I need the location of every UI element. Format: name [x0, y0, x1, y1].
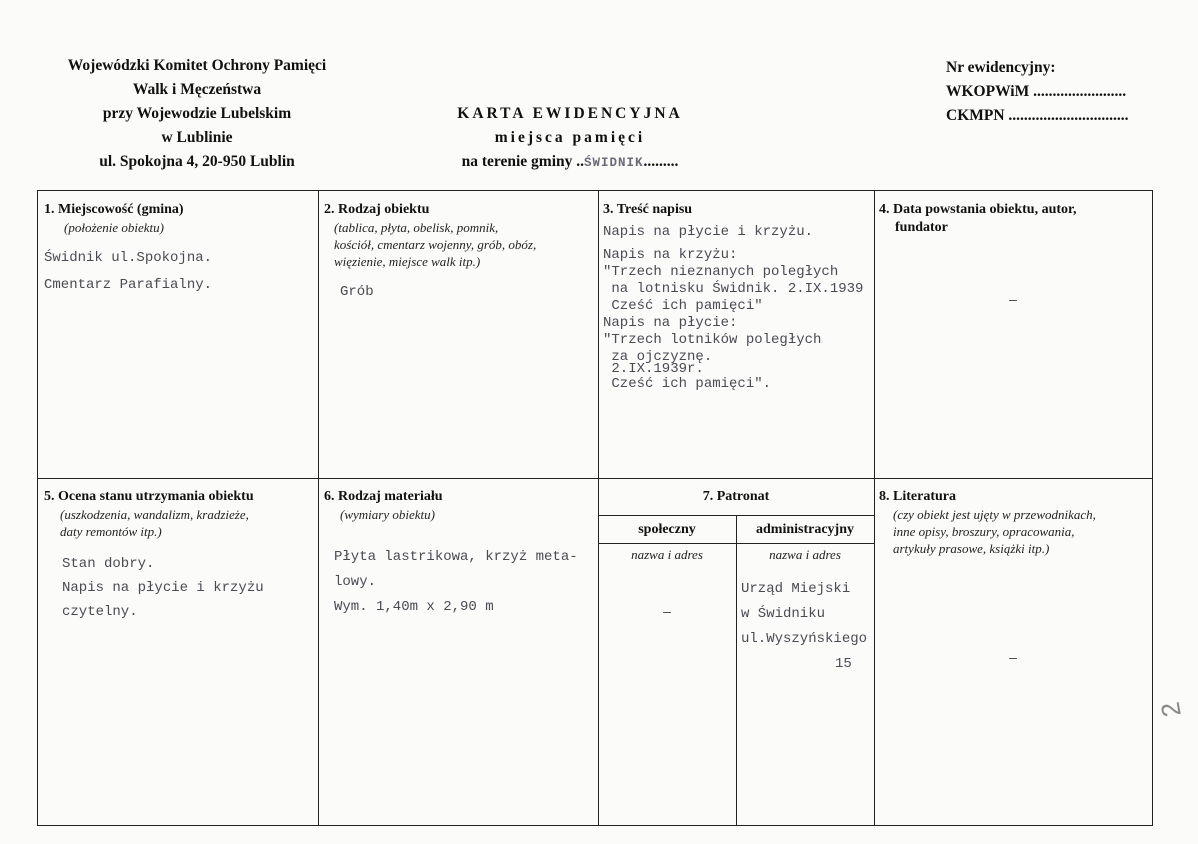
- cell-title: 4. Data powstania obiektu, autor,: [879, 202, 1077, 217]
- typed-line: na lotnisku Świdnik. 2.IX.1939: [603, 281, 864, 297]
- cell-hint: artykuły prasowe, książki itp.): [893, 541, 1050, 556]
- cell-title: 1. Miejscowość (gmina): [44, 202, 184, 217]
- typed-line: Napis na płycie i krzyżu: [62, 580, 264, 596]
- typed-line: Cześć ich pamięci": [603, 298, 763, 314]
- typed-line: lowy.: [334, 574, 377, 590]
- patronat-col-header: społeczny: [638, 522, 696, 537]
- typed-line: Napis na krzyżu:: [603, 247, 738, 263]
- cell-literature: [879, 488, 1147, 665]
- registry-wkopwim: WKOPWiM ........................: [946, 83, 1127, 100]
- registry-label: Nr ewidencyjny:: [946, 59, 1056, 76]
- form-subtitle: miejsca pamięci: [494, 129, 646, 146]
- cell-title: 5. Ocena stanu utrzymania obiektu: [44, 489, 254, 504]
- cell-condition: [44, 488, 312, 624]
- typed-line: "Trzech lotników poległych: [603, 332, 822, 348]
- cell-date-author: [879, 201, 1147, 307]
- typed-line: "Trzech nieznanych poległych: [603, 264, 839, 280]
- typed-line: za ojczyznę.: [603, 349, 713, 365]
- typed-line: ul.Wyszyńskiego: [741, 631, 868, 647]
- registry-ckmpn: CKMPN ...............................: [946, 107, 1129, 124]
- typed-line: Napis na płycie:: [603, 315, 738, 331]
- form-grid: [37, 190, 1153, 826]
- typed-line: Napis na płycie i krzyżu.: [603, 224, 814, 240]
- cell-title: 7. Patronat: [702, 489, 770, 504]
- typed-line: Cmentarz Parafialny.: [44, 277, 213, 293]
- issuer-line: w Lublinie: [161, 129, 233, 146]
- issuer-address: ul. Spokojna 4, 20-950 Lublin: [99, 153, 295, 170]
- typed-line: Wym. 1,40m x 2,90 m: [334, 599, 494, 615]
- typed-line: Cześć ich pamięci".: [603, 376, 772, 392]
- cell-title: 6. Rodzaj materiału: [324, 489, 443, 504]
- cell-object-type: [324, 201, 592, 301]
- cell-hint: kościół, cmentarz wojenny, grób, obóz,: [334, 237, 537, 252]
- form-title-block: [420, 102, 720, 175]
- cell-material: [324, 488, 592, 620]
- typed-line: Płyta lastrikowa, krzyż meta-: [334, 549, 578, 565]
- typed-line: czytelny.: [62, 604, 138, 620]
- patronat-admin-value: [741, 577, 873, 677]
- margin-page-mark: 2: [1154, 699, 1187, 720]
- grid-divider: [598, 191, 599, 825]
- typed-line: Grób: [340, 284, 374, 300]
- cell-title: fundator: [895, 220, 948, 235]
- cell-hint: (uszkodzenia, wandalizm, kradzieże,: [60, 507, 249, 522]
- cell-location: [44, 201, 312, 294]
- cell-hint: (wymiary obiektu): [340, 507, 435, 522]
- grid-divider: [38, 478, 1152, 479]
- typed-line: 2.IX.1939r.: [603, 361, 704, 377]
- patronat-col-hint: nazwa i adres: [631, 547, 703, 562]
- cell-hint: inne opisy, broszury, opracowania,: [893, 524, 1075, 539]
- grid-divider: [874, 191, 875, 825]
- cell-hint: więzienie, miejsce walk itp.): [334, 254, 481, 269]
- registry-block: [946, 56, 1176, 128]
- typed-line: w Świdniku: [741, 606, 826, 622]
- gmina-label: na terenie gminy ..: [461, 153, 585, 170]
- patronat-col-header: administracyjny: [756, 522, 854, 537]
- cell-title: 8. Literatura: [879, 489, 956, 504]
- typed-line: Stan dobry.: [62, 556, 155, 572]
- issuer-line: Wojewódzki Komitet Ochrony Pamięci: [67, 57, 327, 74]
- empty-value-dash: –: [663, 603, 671, 619]
- gmina-line: [420, 150, 720, 175]
- cell-hint: (czy obiekt jest ujęty w przewodnikach,: [893, 507, 1096, 522]
- cell-inscription: [603, 201, 871, 393]
- cell-hint: (położenie obiektu): [64, 220, 164, 235]
- gmina-value: ŚWIDNIK: [584, 156, 644, 170]
- cell-hint: daty remontów itp.): [60, 524, 162, 539]
- empty-value-dash: –: [1009, 291, 1017, 307]
- issuer-line: przy Wojewodzie Lubelskim: [102, 105, 292, 122]
- cell-title: 2. Rodzaj obiektu: [324, 202, 430, 217]
- issuer-line: Walk i Męczeństwa: [132, 81, 262, 98]
- grid-divider: [318, 191, 319, 825]
- cell-hint: (tablica, płyta, obelisk, pomnik,: [334, 220, 499, 235]
- patronat-col-hint: nazwa i adres: [769, 547, 841, 562]
- issuer-block: [42, 54, 352, 174]
- gmina-dots: .........: [643, 153, 679, 170]
- typed-line: Świdnik ul.Spokojna.: [44, 250, 213, 266]
- typed-line: Urząd Miejski: [741, 581, 851, 597]
- typed-line: 15: [835, 656, 852, 672]
- cell-title: 3. Treść napisu: [603, 202, 693, 217]
- form-title: KARTA EWIDENCYJNA: [457, 105, 683, 122]
- empty-value-dash: –: [1009, 649, 1017, 665]
